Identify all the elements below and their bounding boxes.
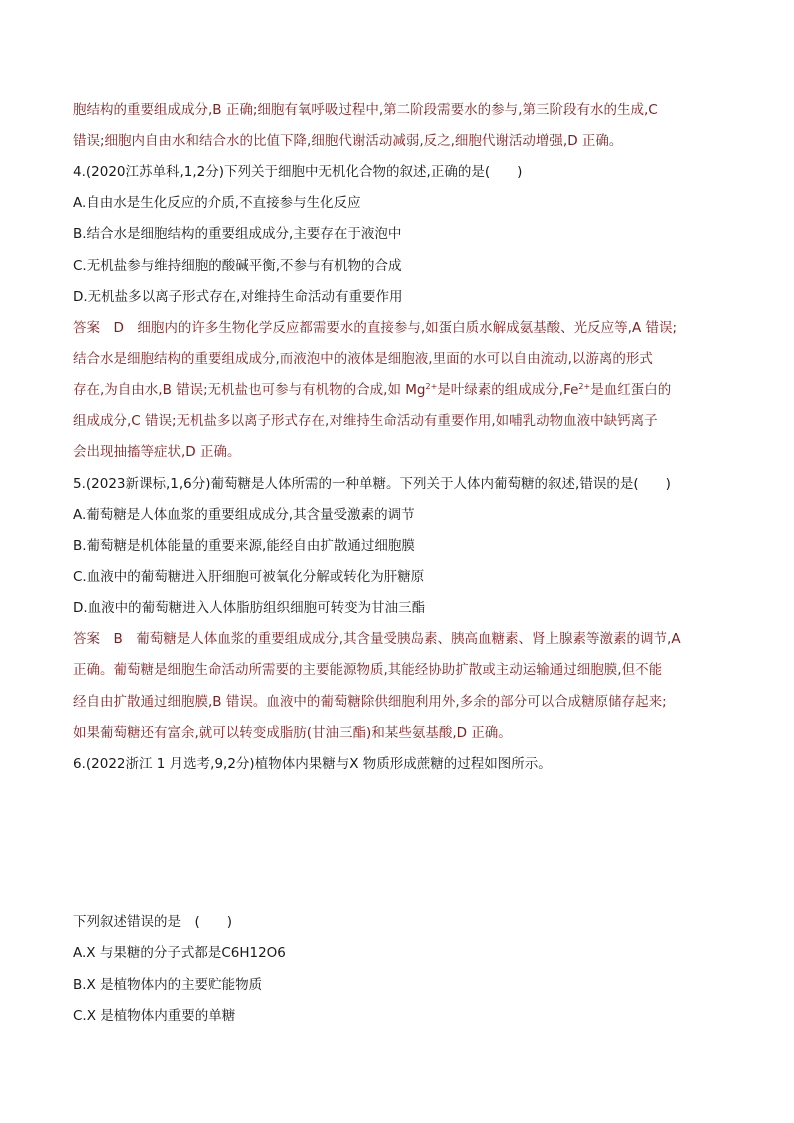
question-4-stem: 4.(2020江苏单科,1,2分)下列关于细胞中无机化合物的叙述,正确的是( ) (73, 164, 523, 180)
question-5-option-d: D.血液中的葡萄糖进入人体脂肪组织细胞可转变为甘油三酯 (73, 600, 426, 616)
question-5-option-b: B.葡萄糖是机体能量的重要来源,能经自由扩散通过细胞膜 (73, 538, 415, 554)
superscript: 2+ (425, 382, 438, 391)
question-4-answer-line-4: 组成成分,C 错误;无机盐多以离子形式存在,对维持生命活动有重要作用,如哺乳动物血液中缺钙离子 (73, 413, 658, 429)
superscript: 2+ (578, 382, 591, 391)
question-5-option-a: A.葡萄糖是人体血浆的重要组成成分,其含量受激素的调节 (73, 507, 415, 523)
question-5-answer-line-2: 正确。葡萄糖是细胞生命活动所需要的主要能源物质,其能经协助扩散或主动运输通过细胞膜,但不能 (73, 662, 663, 678)
question-5-answer-line-3: 经自由扩散通过细胞膜,B 错误。血液中的葡萄糖除供细胞利用外,多余的部分可以合成糖原储存起来; (73, 694, 667, 710)
question-4-option-d: D.无机盐多以离子形式存在,对维持生命活动有重要作用 (73, 289, 403, 305)
question-4-answer-line-3 (73, 380, 733, 400)
question-5-answer-line-1: 答案 B 葡萄糖是人体血浆的重要组成成分,其含量受胰岛素、胰高血糖素、肾上腺素等激素的调节,A (73, 631, 681, 647)
question-4-option-b: B.结合水是细胞结构的重要组成成分,主要存在于液泡中 (73, 226, 402, 242)
question-4-option-c: C.无机盐参与维持细胞的酸碱平衡,不参与有机物的合成 (73, 258, 402, 274)
question-6-option-b: B.X 是植物体内的主要贮能物质 (73, 977, 263, 993)
question-5-option-c: C.血液中的葡萄糖进入肝细胞可被氧化分解或转化为肝糖原 (73, 569, 425, 585)
figure-placeholder (73, 785, 723, 905)
prev-answer-line-1: 胞结构的重要组成成分,B 正确;细胞有氧呼吸过程中,第二阶段需要水的参与,第三阶段有水的生成,C (73, 102, 658, 118)
question-6-prompt: 下列叙述错误的是 ( ) (73, 914, 233, 930)
question-6-stem: 6.(2022浙江 1 月选考,9,2分)植物体内果糖与X 物质形成蔗糖的过程如图所示。 (73, 756, 552, 772)
question-6-option-c: C.X 是植物体内重要的单糖 (73, 1008, 236, 1024)
question-4-answer-line-1: 答案 D 细胞内的许多生物化学反应都需要水的直接参与,如蛋白质水解成氨基酸、光反应等,A 错误; (73, 320, 678, 336)
answer-text: 是叶绿素的组成成分,Fe (437, 382, 579, 398)
question-5-answer-line-4: 如果葡萄糖还有富余,就可以转变成脂肪(甘油三酯)和某些氨基酸,D 正确。 (73, 725, 512, 741)
prev-answer-line-2: 错误;细胞内自由水和结合水的比值下降,细胞代谢活动减弱,反之,细胞代谢活动增强,D 正确。 (73, 133, 623, 149)
question-4-answer-line-2: 结合水是细胞结构的重要组成成分,而液泡中的液体是细胞液,里面的水可以自由流动,以游离的形式 (73, 351, 653, 367)
question-5-stem: 5.(2023新课标,1,6分)葡萄糖是人体所需的一种单糖。下列关于人体内葡萄糖的叙述,错误的是( ) (73, 476, 671, 492)
answer-text: 存在,为自由水,B 错误;无机盐也可参与有机物的合成,如 Mg (73, 382, 426, 398)
answer-text: 是血红蛋白的 (590, 382, 672, 398)
question-6-option-a: A.X 与果糖的分子式都是C6H12O6 (73, 945, 286, 961)
question-4-answer-line-5: 会出现抽搐等症状,D 正确。 (73, 444, 241, 460)
question-4-option-a: A.自由水是生化反应的介质,不直接参与生化反应 (73, 195, 361, 211)
